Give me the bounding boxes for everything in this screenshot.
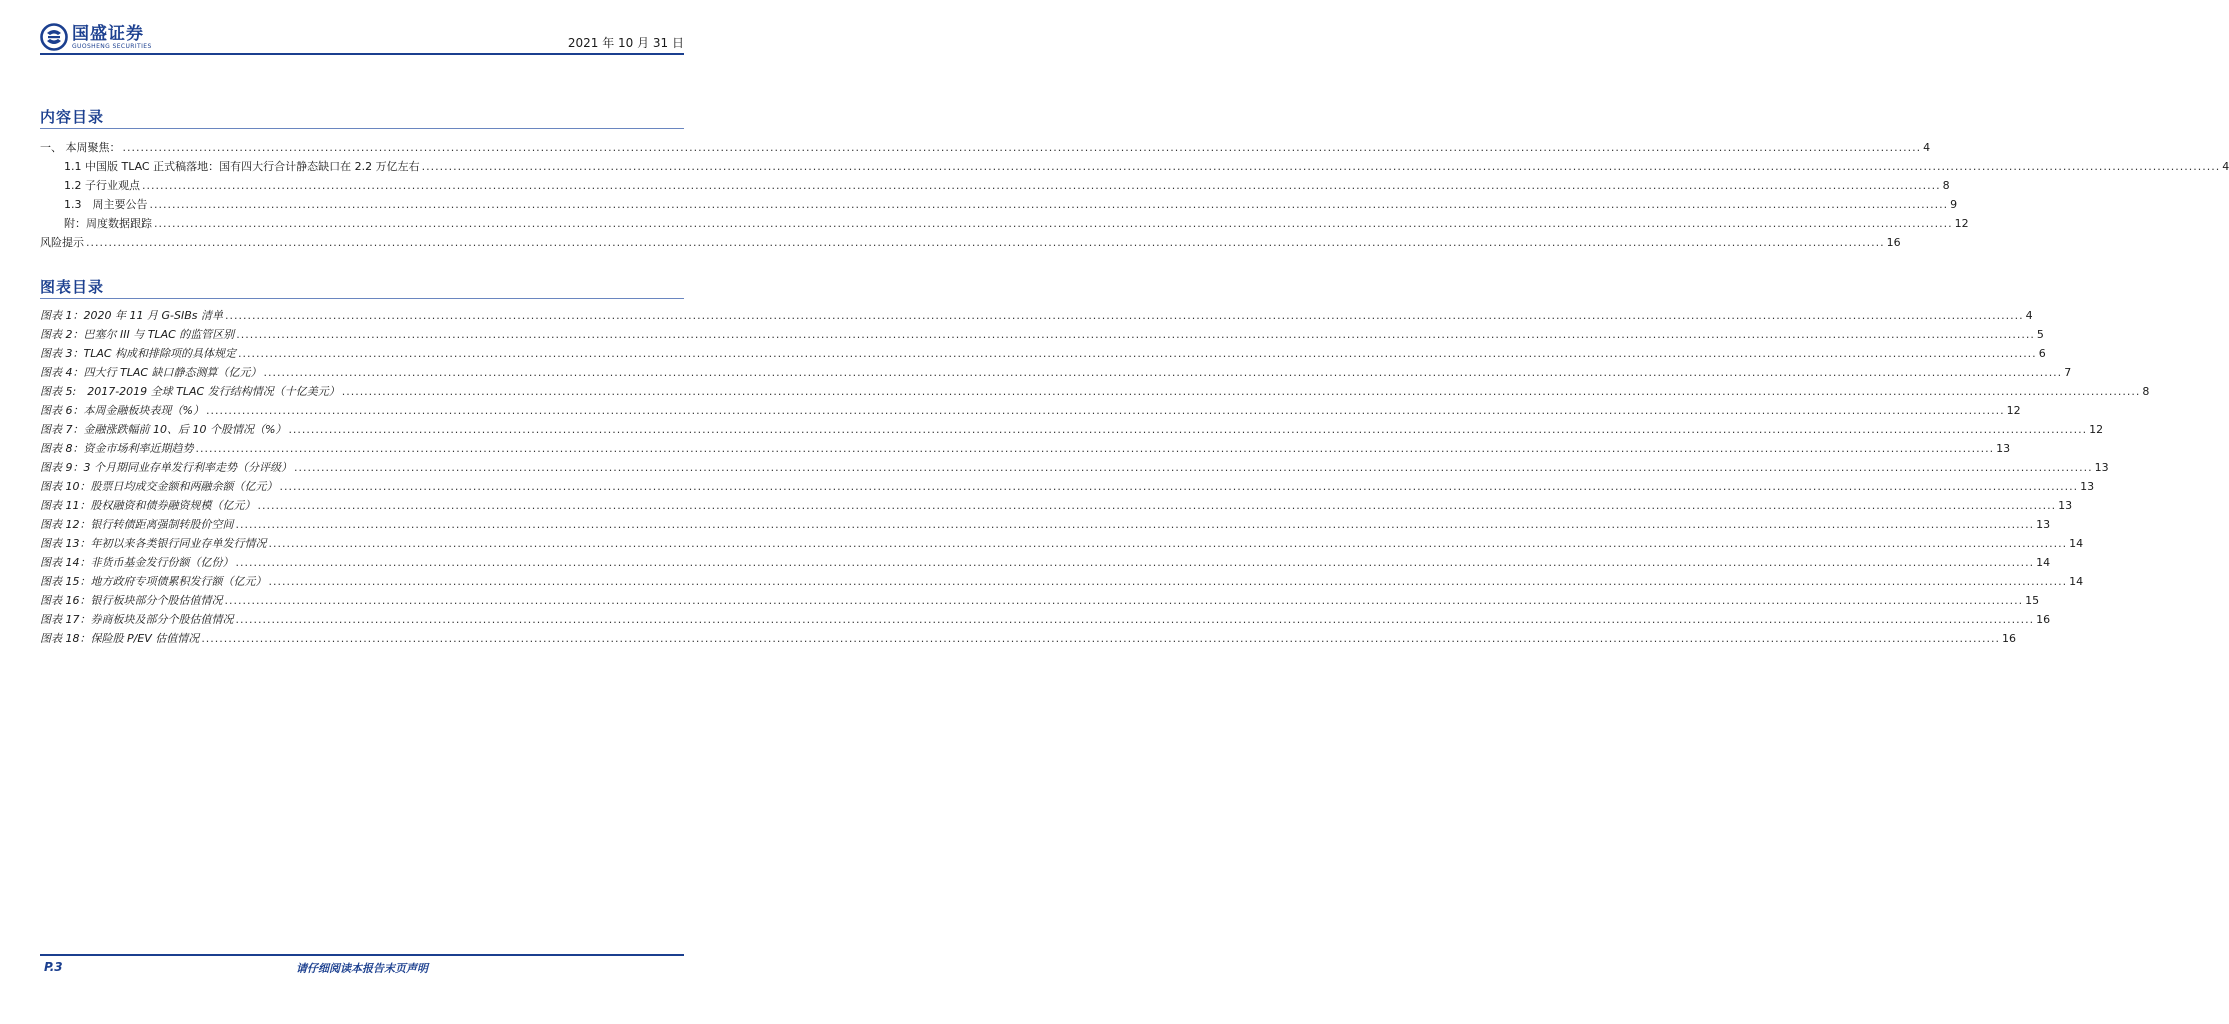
figure-entry[interactable]: [40, 517, 2051, 533]
toc-entry-text: 一、 本周聚焦：: [40, 141, 121, 154]
leader-dots: ................................................................................................................................................................................................................................................................................................................................................................................................................: [236, 328, 2035, 341]
figure-entry-text: 图表 14：非货币基金发行份额（亿份）: [40, 556, 234, 569]
toc-entry-text: 1.3 周主要公告: [64, 198, 148, 211]
leader-dots: ................................................................................................................................................................................................................................................................................................................................................................................................................: [224, 309, 2024, 322]
figure-entry-page: 12: [2089, 423, 2104, 436]
toc-entry-text: 1.2 子行业观点: [64, 179, 140, 192]
figure-entry[interactable]: [40, 365, 2072, 381]
figure-entry-page: 6: [2038, 347, 2046, 360]
leader-dots: ................................................................................................................................................................................................................................................................................................................................................................................................................: [421, 160, 2221, 173]
figure-entry[interactable]: [40, 574, 2084, 590]
figure-entry-page: 8: [2142, 385, 2150, 398]
figure-entry[interactable]: [40, 555, 2051, 571]
page-header: [40, 20, 684, 54]
figure-entry-page: 14: [2069, 575, 2084, 588]
leader-dots: ................................................................................................................................................................................................................................................................................................................................................................................................................: [235, 556, 2035, 569]
leader-dots: ................................................................................................................................................................................................................................................................................................................................................................................................................: [288, 423, 2088, 436]
footer-divider: [40, 954, 684, 956]
leader-dots: ................................................................................................................................................................................................................................................................................................................................................................................................................: [142, 179, 1941, 192]
figure-entry[interactable]: [40, 346, 2046, 362]
toc-entry-page: 12: [1954, 217, 1969, 230]
toc-title: 内容目录: [40, 108, 105, 126]
leader-dots: ................................................................................................................................................................................................................................................................................................................................................................................................................: [235, 613, 2035, 626]
figure-entry-text: 图表 12：银行转债距离强制转股价空间: [40, 518, 234, 531]
leader-dots: ................................................................................................................................................................................................................................................................................................................................................................................................................: [154, 217, 1953, 230]
figure-entry-text: 图表 7：金融涨跌幅前 10、后 10 个股情况（%）: [40, 423, 287, 436]
toc-entry[interactable]: [64, 178, 1950, 194]
leader-dots: ................................................................................................................................................................................................................................................................................................................................................................................................................: [224, 594, 2024, 607]
page-number: P.3: [44, 960, 63, 974]
figure-entry-page: 7: [2064, 366, 2072, 379]
figure-entry[interactable]: [40, 422, 2104, 438]
toc-entry-text: 1.1 中国版 TLAC 正式稿落地：国有四大行合计静态缺口在 2.2 万亿左右: [64, 160, 420, 173]
figure-entry-page: 13: [2080, 480, 2095, 493]
figure-entry-page: 16: [2001, 632, 2016, 645]
toc-entry-page: 8: [1942, 179, 1950, 192]
figure-entry-page: 13: [2036, 518, 2051, 531]
figure-entry-text: 图表 15：地方政府专项债累积发行额（亿元）: [40, 575, 267, 588]
toc-entry-page: 4: [2222, 160, 2229, 173]
toc-entry-text: 风险提示: [40, 236, 84, 249]
figure-entry-page: 13: [2058, 499, 2073, 512]
figure-entry-text: 图表 18：保险股 P/EV 估值情况: [40, 632, 200, 645]
guosheng-logo-icon: [40, 23, 68, 51]
toc-title-divider: [40, 128, 684, 129]
figure-entry-text: 图表 5: 2017-2019 全球 TLAC 发行结构情况（十亿美元）: [40, 385, 340, 398]
brand-name-en: GUOSHENG SECURITIES: [72, 42, 152, 50]
figure-entry-text: 图表 1：2020 年 11 月 G-SIBs 清单: [40, 309, 223, 322]
figures-title-divider: [40, 298, 684, 299]
figure-entry-text: 图表 4：四大行 TLAC 缺口静态测算（亿元）: [40, 366, 262, 379]
figure-entry[interactable]: [40, 441, 2011, 457]
leader-dots: ................................................................................................................................................................................................................................................................................................................................................................................................................: [341, 385, 2141, 398]
leader-dots: ................................................................................................................................................................................................................................................................................................................................................................................................................: [149, 198, 1949, 211]
leader-dots: ................................................................................................................................................................................................................................................................................................................................................................................................................: [238, 347, 2037, 360]
report-date: 2021 年 10 月 31 日: [567, 36, 684, 50]
figure-entry[interactable]: [40, 403, 2021, 419]
leader-dots: ................................................................................................................................................................................................................................................................................................................................................................................................................: [294, 461, 2093, 474]
figure-entry-text: 图表 9：3 个月期同业存单发行利率走势（分评级）: [40, 461, 292, 474]
figure-entry-text: 图表 8：资金市场利率近期趋势: [40, 442, 194, 455]
toc-entry[interactable]: [64, 159, 2229, 175]
header-divider: [40, 53, 684, 55]
toc-entry-page: 16: [1886, 236, 1901, 249]
figure-entry[interactable]: [40, 327, 2044, 343]
leader-dots: ................................................................................................................................................................................................................................................................................................................................................................................................................: [201, 632, 2000, 645]
figures-title: 图表目录: [40, 278, 105, 296]
figure-entry[interactable]: [40, 308, 2033, 324]
leader-dots: ................................................................................................................................................................................................................................................................................................................................................................................................................: [122, 141, 1922, 154]
figure-entry-text: 图表 13：年初以来各类银行同业存单发行情况: [40, 537, 267, 550]
leader-dots: ................................................................................................................................................................................................................................................................................................................................................................................................................: [268, 575, 2068, 588]
toc-entry[interactable]: [40, 235, 1901, 251]
brand-name-cn: 国盛证券: [72, 23, 144, 44]
leader-dots: ................................................................................................................................................................................................................................................................................................................................................................................................................: [86, 236, 1885, 249]
figure-entry[interactable]: [40, 536, 2084, 552]
toc-entry-page: 9: [1950, 198, 1958, 211]
figure-entry-text: 图表 11：股权融资和债券融资规模（亿元）: [40, 499, 256, 512]
figure-entry-page: 12: [2006, 404, 2021, 417]
toc-entry[interactable]: [64, 216, 1969, 232]
figure-entry-page: 13: [2094, 461, 2109, 474]
figure-entry[interactable]: [40, 498, 2073, 514]
figure-entry-page: 14: [2069, 537, 2084, 550]
leader-dots: ................................................................................................................................................................................................................................................................................................................................................................................................................: [268, 537, 2068, 550]
figure-entry[interactable]: [40, 479, 2095, 495]
toc-entry[interactable]: [64, 197, 1958, 213]
leader-dots: ................................................................................................................................................................................................................................................................................................................................................................................................................: [263, 366, 2063, 379]
figure-entry[interactable]: [40, 460, 2109, 476]
figure-entry[interactable]: [40, 631, 2016, 647]
leader-dots: ................................................................................................................................................................................................................................................................................................................................................................................................................: [195, 442, 1995, 455]
figure-entry-page: 16: [2036, 613, 2051, 626]
figure-entry[interactable]: [40, 612, 2051, 628]
figure-entry[interactable]: [40, 384, 2150, 400]
figure-entry-page: 15: [2025, 594, 2040, 607]
leader-dots: ................................................................................................................................................................................................................................................................................................................................................................................................................: [235, 518, 2035, 531]
leader-dots: ................................................................................................................................................................................................................................................................................................................................................................................................................: [205, 404, 2005, 417]
figure-entry-page: 14: [2036, 556, 2051, 569]
figure-entry-text: 图表 17：券商板块及部分个股估值情况: [40, 613, 234, 626]
figure-entry-text: 图表 6：本周金融板块表现（%）: [40, 404, 204, 417]
toc-entry-text: 附：周度数据跟踪: [64, 217, 152, 230]
footer-disclaimer: 请仔细阅读本报告末页声明: [296, 962, 428, 975]
figure-entry-text: 图表 10：股票日均成交金额和两融余额（亿元）: [40, 480, 278, 493]
toc-entry[interactable]: [40, 140, 1931, 156]
company-logo: [40, 20, 152, 54]
figure-entry-text: 图表 3：TLAC 构成和排除项的具体规定: [40, 347, 237, 360]
leader-dots: ................................................................................................................................................................................................................................................................................................................................................................................................................: [257, 499, 2057, 512]
toc-entry-page: 4: [1923, 141, 1931, 154]
figure-entry-page: 5: [2036, 328, 2044, 341]
figure-entry-page: 4: [2025, 309, 2033, 322]
figure-entry-page: 13: [1996, 442, 2011, 455]
figure-entry[interactable]: [40, 593, 2040, 609]
figure-entry-text: 图表 16：银行板块部分个股估值情况: [40, 594, 223, 607]
figure-entry-text: 图表 2：巴塞尔 III 与 TLAC 的监管区别: [40, 328, 235, 341]
leader-dots: ................................................................................................................................................................................................................................................................................................................................................................................................................: [279, 480, 2079, 493]
